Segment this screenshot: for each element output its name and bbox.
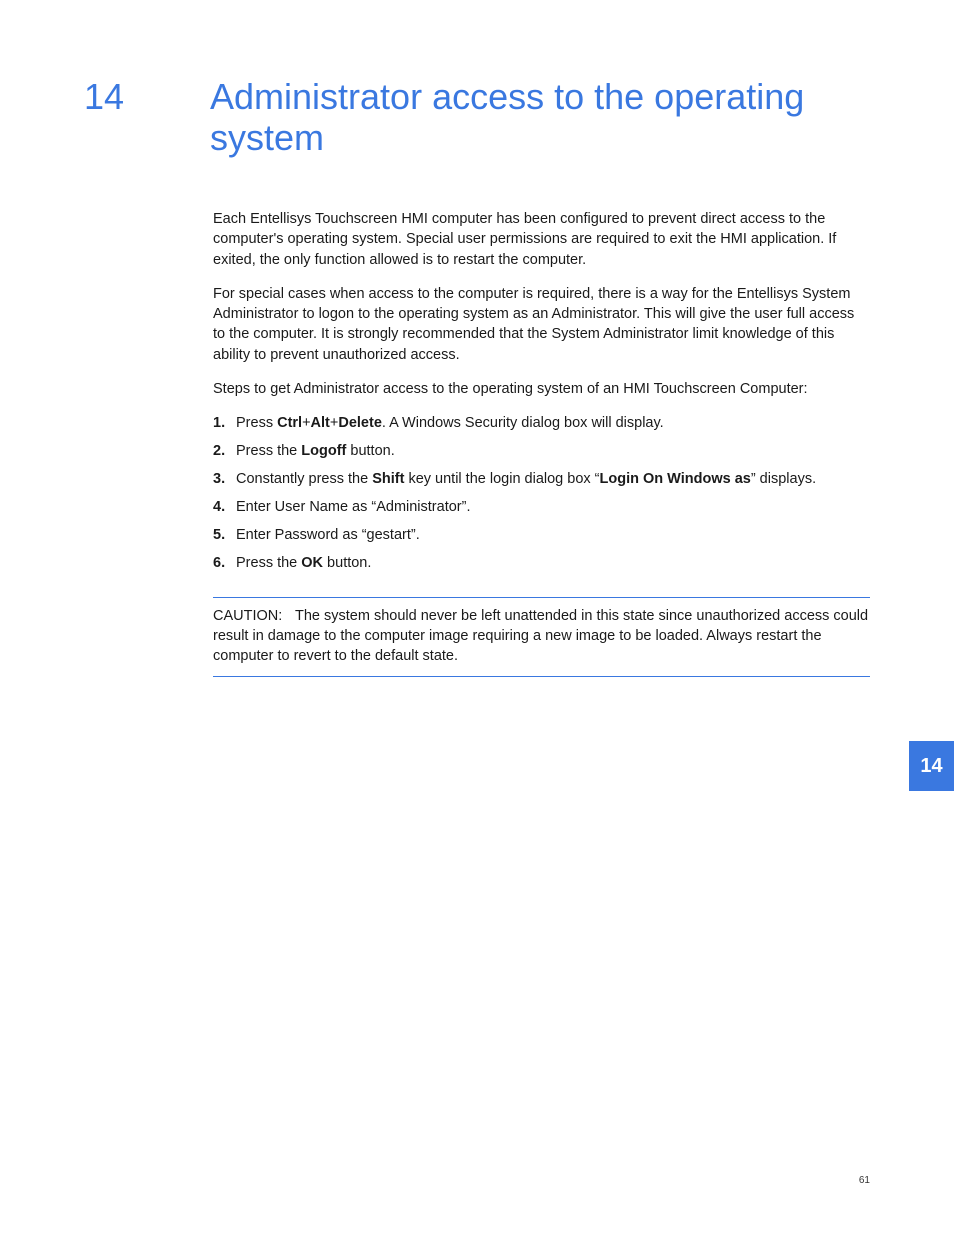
page-number: 61 xyxy=(858,1175,870,1186)
step-text: Enter User Name as “Administrator”. xyxy=(236,499,471,516)
list-item xyxy=(213,525,870,545)
intro-paragraph: Each Entellisys Touchscreen HMI computer has been configured to prevent direct access to the computer's operating system. Special user permissions are required to exit the HMI application. If exited, the only function allowed is to restart the computer. xyxy=(213,211,837,268)
list-item xyxy=(213,469,870,489)
caution-label: CAUTION: xyxy=(213,607,283,624)
list-item xyxy=(213,553,870,573)
step-number: 6. xyxy=(213,555,226,572)
step-number: 4. xyxy=(213,499,226,516)
step-text: Constantly press the Shift key until the login dialog box “Login On Windows as” displays. xyxy=(236,471,817,488)
list-item xyxy=(213,413,870,433)
step-number: 1. xyxy=(213,415,226,432)
chapter-title: Administrator access to the operating system xyxy=(210,76,805,158)
special-cases-paragraph: For special cases when access to the computer is required, there is a way for the Entellisys System Administrator to logon to the operating system as an Administrator. This will give the user full access to the computer. It is strongly recommended that the System Administrator limit knowledge of this ability to prevent unauthorized access. xyxy=(213,285,855,363)
caution-box xyxy=(213,597,870,678)
chapter-tab: 14 xyxy=(909,741,954,791)
step-number: 2. xyxy=(213,443,226,460)
step-text: Press the Logoff button. xyxy=(236,443,395,460)
steps-intro-paragraph: Steps to get Administrator access to the operating system of an HMI Touchscreen Computer: xyxy=(213,381,808,398)
chapter-number: 14 xyxy=(84,76,125,117)
list-item xyxy=(213,497,870,517)
step-number: 3. xyxy=(213,471,226,488)
step-text: Press the OK button. xyxy=(236,555,372,572)
document-body xyxy=(213,209,870,677)
steps-list xyxy=(213,413,870,573)
step-text: Enter Password as “gestart”. xyxy=(236,527,420,544)
step-text: Press Ctrl+Alt+Delete. A Windows Security dialog box will display. xyxy=(236,415,664,432)
caution-text: The system should never be left unattended in this state since unauthorized access could result in damage to the computer image requiring a new image to be loaded. Always restart the computer to revert to the default state. xyxy=(213,607,869,665)
list-item xyxy=(213,441,870,461)
step-number: 5. xyxy=(213,527,226,544)
